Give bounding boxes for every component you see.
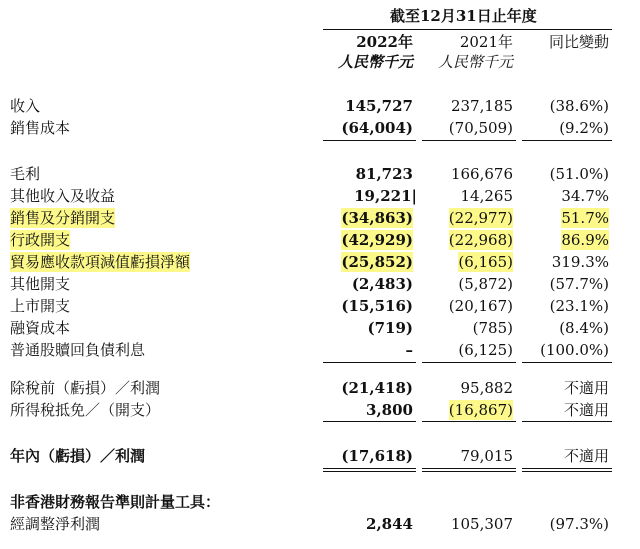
adjusted-net-profit-2021: 105,307 [450, 515, 513, 533]
revenue-2022: 145,727 [345, 97, 413, 115]
net-2022: (17,618) [341, 447, 413, 465]
tax-yoy: 不適用 [563, 401, 609, 419]
pretax-rule-2021 [422, 362, 516, 363]
other-expenses-yoy: (57.7%) [549, 275, 609, 293]
year-2022-heading: 2022年 [356, 33, 413, 51]
revenue-2021: 237,185 [450, 97, 513, 115]
pretax-rule-2022 [323, 362, 416, 363]
impairment-2022: (25,852) [341, 253, 413, 271]
tax-label: 所得稅抵免／（開支） [10, 401, 161, 419]
finance-costs-2022: (719) [367, 319, 413, 337]
yoy-heading: 同比變動 [548, 33, 609, 51]
redemption-interest-2021: (6,125) [458, 341, 513, 359]
impairment-yoy: 319.3% [551, 253, 609, 271]
year-2021-heading: 2021年 [459, 33, 513, 51]
net-2021: 79,015 [460, 447, 513, 465]
other-expenses-label: 其他開支 [10, 275, 71, 293]
other-expenses-2021: (5,872) [458, 275, 513, 293]
other-income-2022: 19,221| [354, 187, 417, 205]
pretax-yoy: 不適用 [563, 379, 609, 397]
redemption-interest-2022: – [405, 341, 413, 359]
adjusted-net-profit-label: 經調整淨利潤 [10, 515, 101, 533]
adjusted-net-profit-2022: 2,844 [366, 515, 413, 533]
net-rule-2022 [323, 421, 416, 422]
tax-2022: 3,800 [366, 401, 413, 419]
selling-expenses-yoy: 51.7% [561, 209, 609, 227]
net-underline-2021-a [422, 468, 516, 469]
listing-expenses-yoy: (23.1%) [549, 297, 609, 315]
non-hkfrs-heading: 非香港財務報告準則計量工具： [10, 493, 221, 511]
impairment-2021: (6,165) [458, 253, 513, 271]
other-income-label: 其他收入及收益 [10, 187, 116, 205]
selling-expenses-2022: (34,863) [341, 209, 413, 227]
cost-of-sales-label: 銷售成本 [10, 119, 71, 137]
listing-expenses-2022: (15,516) [341, 297, 413, 315]
adjusted-net-profit-yoy: (97.3%) [549, 515, 609, 533]
net-underline-2022-a [323, 468, 416, 469]
finance-costs-2021: (785) [472, 319, 513, 337]
gross-profit-yoy: (51.0%) [549, 165, 609, 183]
revenue-label: 收入 [10, 97, 41, 115]
admin-expenses-label: 行政開支 [10, 231, 71, 249]
period-rule [323, 29, 612, 30]
cost-of-sales-yoy: (9.2%) [559, 119, 609, 137]
period-heading: 截至12月31日止年度 [390, 7, 537, 25]
subtotal-rule-yoy [522, 140, 612, 141]
net-label: 年內（虧損）／利潤 [10, 447, 146, 465]
gross-profit-2021: 166,676 [450, 165, 513, 183]
finance-costs-yoy: (8.4%) [559, 319, 609, 337]
redemption-interest-yoy: (100.0%) [540, 341, 609, 359]
admin-expenses-2022: (42,929) [341, 231, 413, 249]
gross-profit-label: 毛利 [10, 165, 41, 183]
net-underline-2021-b [422, 471, 516, 472]
net-yoy: 不適用 [563, 447, 609, 465]
pretax-rule-yoy [522, 362, 612, 363]
net-underline-2022-b [323, 471, 416, 472]
tax-2021: (16,867) [448, 401, 513, 419]
cost-of-sales-2022: (64,004) [341, 119, 413, 137]
selling-expenses-2021: (22,977) [448, 209, 513, 227]
unit-2021: 人民幣千元 [437, 53, 513, 71]
net-underline-yoy-b [522, 471, 612, 472]
revenue-yoy: (38.6%) [549, 97, 609, 115]
listing-expenses-label: 上市開支 [10, 297, 71, 315]
listing-expenses-2021: (20,167) [448, 297, 513, 315]
impairment-label: 貿易應收款項減值虧損淨額 [10, 253, 191, 271]
net-rule-2021 [422, 421, 516, 422]
cost-of-sales-2021: (70,509) [448, 119, 513, 137]
admin-expenses-yoy: 86.9% [561, 231, 609, 249]
redemption-interest-label: 普通股贖回負債利息 [10, 341, 146, 359]
finance-costs-label: 融資成本 [10, 319, 71, 337]
gross-profit-2022: 81,723 [355, 165, 413, 183]
pretax-2021: 95,882 [460, 379, 513, 397]
net-underline-yoy-a [522, 468, 612, 469]
net-rule-yoy [522, 421, 612, 422]
pretax-2022: (21,418) [341, 379, 413, 397]
admin-expenses-2021: (22,968) [448, 231, 513, 249]
subtotal-rule-2021 [422, 140, 516, 141]
other-income-2021: 14,265 [460, 187, 513, 205]
subtotal-rule-2022 [323, 140, 416, 141]
selling-expenses-label: 銷售及分銷開支 [10, 209, 116, 227]
unit-2022: 人民幣千元 [337, 53, 413, 71]
other-income-yoy: 34.7% [561, 187, 609, 205]
other-expenses-2022: (2,483) [351, 275, 413, 293]
pretax-label: 除稅前（虧損）／利潤 [10, 379, 161, 397]
